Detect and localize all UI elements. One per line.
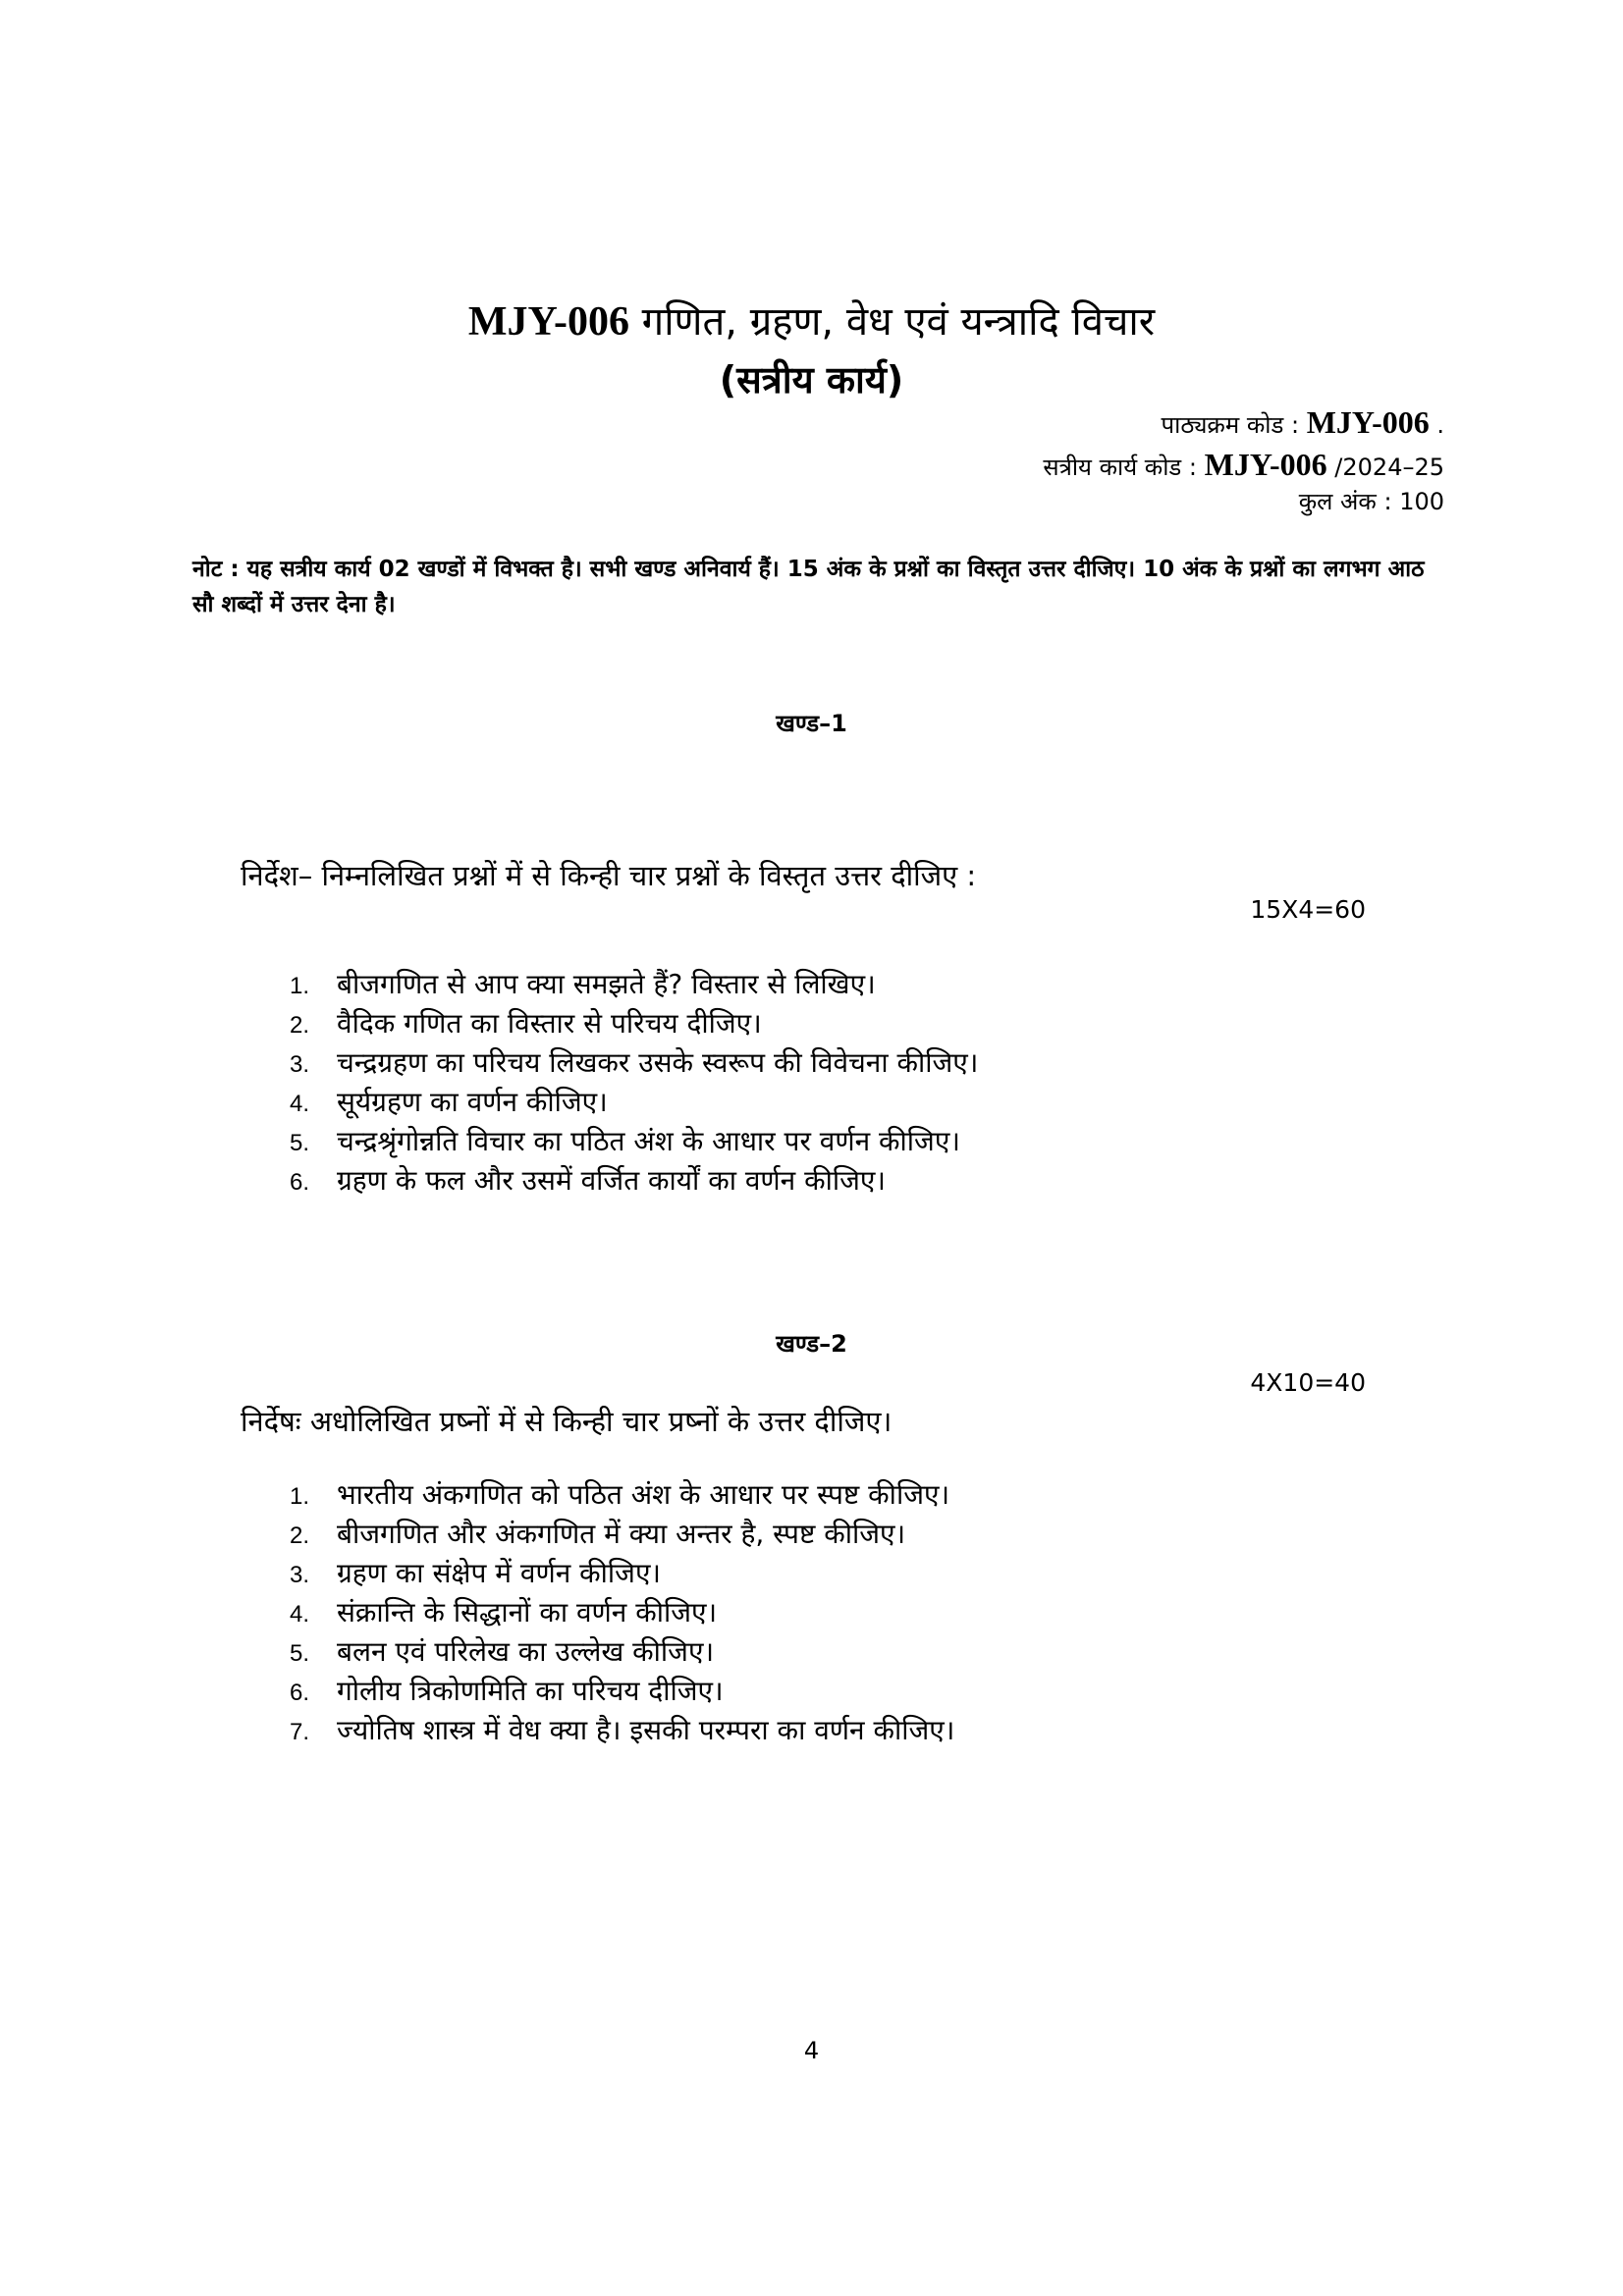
question-item <box>290 1475 954 1515</box>
course-code-label: पाठ्यक्रम कोड : <box>1161 411 1300 439</box>
question-item <box>290 1515 954 1554</box>
question-item <box>290 1083 978 1122</box>
question-item <box>290 1593 954 1632</box>
section-1-heading: खण्ड–1 <box>776 710 847 737</box>
section-2-heading: खण्ड–2 <box>776 1330 847 1358</box>
question-text: बलन एवं परिलेख का उल्लेख कीजिए। <box>337 1635 715 1668</box>
question-number: 2. <box>290 1012 310 1039</box>
document-subtitle: (सत्रीय कार्य) <box>719 358 904 401</box>
assignment-code-line <box>1043 447 1444 483</box>
course-code-line <box>1161 404 1444 441</box>
question-number: 4. <box>290 1601 310 1628</box>
question-text: भारतीय अंकगणित को पठित अंश के आधार पर स्पष्ट कीजिए। <box>337 1478 950 1511</box>
question-number: 2. <box>290 1522 310 1549</box>
question-number: 5. <box>290 1130 310 1156</box>
question-item <box>290 1043 978 1083</box>
question-item <box>290 1004 978 1043</box>
total-marks-label: कुल अंक : <box>1298 488 1392 515</box>
total-marks-line <box>1299 485 1444 517</box>
question-text: ग्रहण का संक्षेप में वर्णन कीजिए। <box>337 1557 662 1589</box>
title-course-code: MJY-006 <box>467 299 629 345</box>
question-text: संक्रान्ति के सिद्धानों का वर्णन कीजिए। <box>337 1596 718 1629</box>
question-item <box>290 965 978 1004</box>
document-title <box>0 293 1623 347</box>
question-text: बीजगणित से आप क्या समझते हैं? विस्तार से लिखिए। <box>337 968 876 1000</box>
question-number: 3. <box>290 1562 310 1588</box>
page-number: 4 <box>803 2037 820 2064</box>
question-item <box>290 1632 954 1672</box>
question-number: 1. <box>290 1483 310 1510</box>
section-1-instruction: निर्देश– निम्नलिखित प्रश्नों में से किन्ही चार प्रश्नों के विस्तृत उत्तर दीजिए : <box>241 859 977 892</box>
question-text: गोलीय त्रिकोणमिति का परिचय दीजिए। <box>337 1675 724 1707</box>
question-text: ग्रहण के फल और उसमें वर्जित कार्यों का वर्णन कीजिए। <box>337 1164 886 1197</box>
question-number: 5. <box>290 1640 310 1667</box>
question-text: चन्द्रग्रहण का परिचय लिखकर उसके स्वरूप की विवेचना कीजिए। <box>337 1046 979 1079</box>
question-text: वैदिक गणित का विस्तार से परिचय दीजिए। <box>337 1007 762 1040</box>
question-text: ज्योतिष शास्त्र में वेध क्या है। इसकी परम्परा का वर्णन कीजिए। <box>337 1714 955 1746</box>
question-number: 6. <box>290 1169 310 1196</box>
question-number: 6. <box>290 1680 310 1706</box>
course-code-suffix: . <box>1436 411 1444 439</box>
total-marks-value: 100 <box>1399 488 1444 515</box>
assignment-code-label: सत्रीय कार्य कोड : <box>1043 454 1197 481</box>
question-text: चन्द्रश्रृंगोन्नति विचार का पठित अंश के आधार पर वर्णन कीजिए। <box>337 1125 960 1157</box>
instructions-note: नोट : यह सत्रीय कार्य 02 खण्डों में विभक्त है। सभी खण्ड अनिवार्य हैं। 15 अंक के प्रश्नों का विस्तृत उत्तर दीजिए। 10 अंक के प्रश्नों का लगभग आठ सौ शब्दों में उत्तर देना है। <box>192 557 1425 617</box>
question-number: 1. <box>290 973 310 999</box>
section-2-instruction: निर्देषः अधोलिखित प्रष्नों में से किन्ही चार प्रष्नों के उत्तर दीजिए। <box>241 1405 893 1438</box>
question-item <box>290 1711 954 1750</box>
section-2-marks: 4X10=40 <box>1250 1368 1366 1397</box>
title-text: गणित, ग्रहण, वेध एवं यन्त्रादि विचार <box>641 299 1156 345</box>
question-text: सूर्यग्रहण का वर्णन कीजिए। <box>337 1086 608 1118</box>
section-2-question-list <box>290 1475 954 1750</box>
question-item <box>290 1161 978 1201</box>
question-number: 4. <box>290 1091 310 1117</box>
section-1-question-list <box>290 965 978 1201</box>
question-item <box>290 1672 954 1711</box>
assignment-code-value: MJY-006 <box>1204 447 1327 482</box>
question-number: 3. <box>290 1051 310 1078</box>
question-text: बीजगणित और अंकगणित में क्या अन्तर है, स्पष्ट कीजिए। <box>337 1518 906 1550</box>
question-item <box>290 1122 978 1161</box>
question-number: 7. <box>290 1719 310 1745</box>
question-item <box>290 1554 954 1593</box>
section-1-marks: 15X4=60 <box>1250 895 1366 924</box>
assignment-code-suffix: /2024–25 <box>1334 454 1444 481</box>
course-code-value: MJY-006 <box>1306 404 1430 440</box>
